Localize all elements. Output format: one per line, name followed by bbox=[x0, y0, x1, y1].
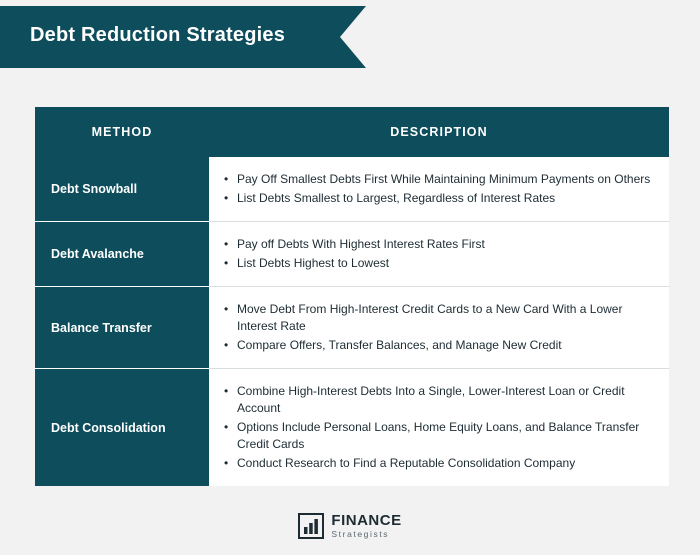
list-item: • List Debts Smallest to Largest, Regardless of Interest Rates bbox=[237, 189, 653, 208]
list-item: • Options Include Personal Loans, Home Equity Loans, and Balance Transfer Credit Cards bbox=[237, 418, 653, 454]
list-item: • Conduct Research to Find a Reputable Consolidation Company bbox=[237, 454, 653, 473]
description-cell bbox=[209, 157, 669, 222]
method-label: Balance Transfer bbox=[35, 287, 209, 369]
list-item: • Move Debt From High-Interest Credit Cards to a New Card With a Lower Interest Rate bbox=[237, 300, 653, 336]
header-banner bbox=[0, 0, 700, 76]
table-row bbox=[35, 287, 669, 369]
table-row bbox=[35, 222, 669, 287]
bar-chart-logo-icon bbox=[298, 513, 324, 539]
description-cell bbox=[209, 287, 669, 369]
list-item: • Pay Off Smallest Debts First While Maintaining Minimum Payments on Others bbox=[237, 170, 653, 189]
description-cell bbox=[209, 369, 669, 487]
method-label: Debt Avalanche bbox=[35, 222, 209, 287]
logo-wordmark bbox=[331, 513, 401, 539]
list-item: • Compare Offers, Transfer Balances, and Manage New Credit bbox=[237, 336, 653, 355]
table-row bbox=[35, 369, 669, 487]
column-header-description: DESCRIPTION bbox=[209, 107, 669, 157]
list-item: • Pay off Debts With Highest Interest Rates First bbox=[237, 235, 653, 254]
strategies-table bbox=[35, 107, 665, 486]
description-list bbox=[219, 235, 653, 273]
header-band-arrow bbox=[340, 6, 366, 68]
description-cell bbox=[209, 222, 669, 287]
description-list bbox=[219, 170, 653, 208]
method-label: Debt Consolidation bbox=[35, 369, 209, 487]
footer-logo bbox=[0, 513, 700, 539]
description-list bbox=[219, 300, 653, 355]
brand-secondary: Strategists bbox=[331, 529, 390, 540]
list-item: • List Debts Highest to Lowest bbox=[237, 254, 653, 273]
list-item: • Combine High-Interest Debts Into a Single, Lower-Interest Loan or Credit Account bbox=[237, 382, 653, 418]
description-list bbox=[219, 382, 653, 473]
method-label: Debt Snowball bbox=[35, 157, 209, 222]
page-title: Debt Reduction Strategies bbox=[30, 24, 286, 46]
column-header-method: METHOD bbox=[35, 107, 209, 157]
table-header-row bbox=[35, 107, 669, 157]
table-row bbox=[35, 157, 669, 222]
brand-primary: FINANCE bbox=[331, 512, 402, 530]
